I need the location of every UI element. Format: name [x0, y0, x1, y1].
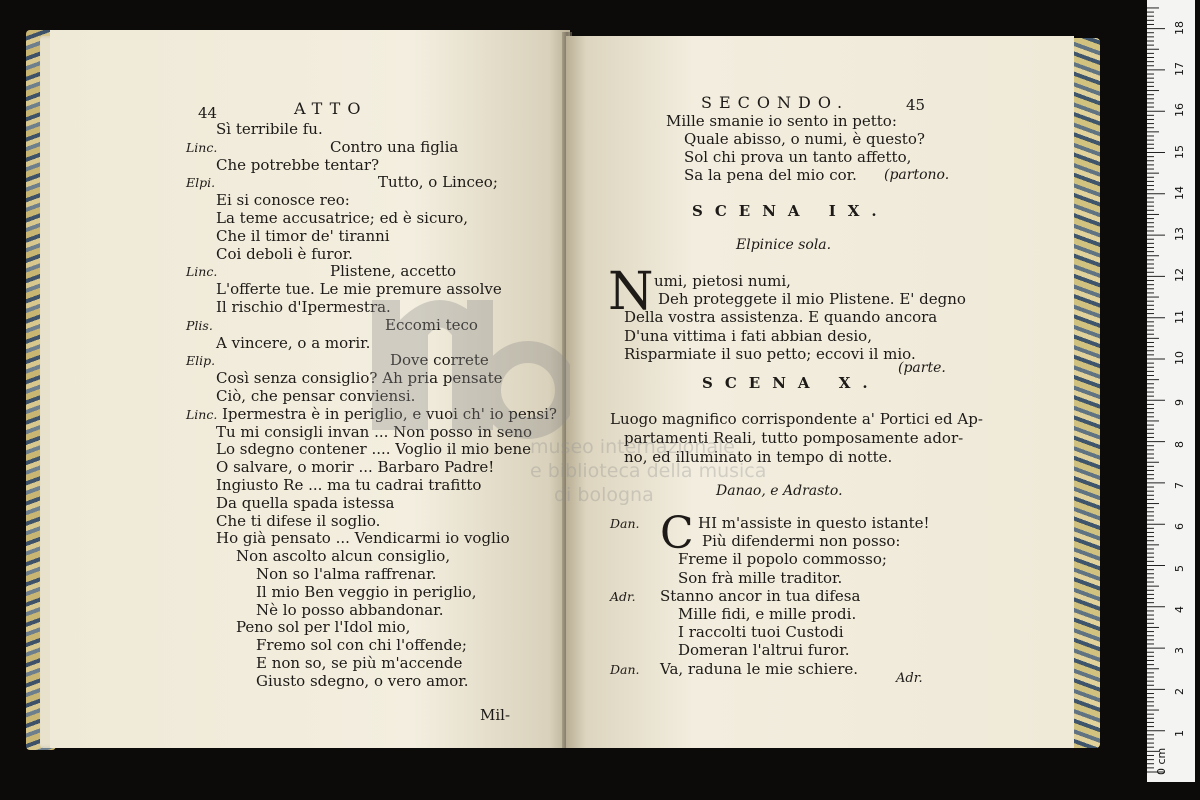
verse-line: Stanno ancor in tua difesa [660, 586, 861, 605]
stage-direction-exit: (partono. [884, 167, 950, 183]
verse-line: Giusto sdegno, o vero amor. [256, 671, 469, 690]
verse-line: Da quella spada istessa [216, 493, 395, 512]
ruler-label: 4 [1173, 605, 1186, 613]
verse-line: Ei si conosce reo: [216, 191, 350, 210]
verse-line: Più difendermi non posso: [702, 532, 901, 551]
ruler-label: 8 [1173, 440, 1186, 448]
verse-line: Della vostra assistenza. E quando ancora [624, 308, 938, 327]
verse-line: Ciò, che pensar conviensi. [216, 387, 416, 405]
running-head: SECONDO. [701, 93, 850, 112]
verse-line: I raccolti tuoi Custodi [678, 623, 844, 642]
catchword: Mil- [480, 706, 511, 724]
ruler-label: 14 [1173, 185, 1186, 200]
verse-line: Domeran l'altrui furor. [678, 641, 850, 660]
verse-line: Che il timor de' tiranni [216, 226, 390, 245]
verse-line: Sa la pena del mio cor. [684, 166, 857, 184]
verse-line: Risparmiate il suo petto; eccovi il mio. [624, 344, 916, 363]
speaker-label: Elip. [186, 353, 216, 369]
ruler-label: 6 [1173, 523, 1186, 531]
verse-line: L'offerte tue. Le mie premure assolve [216, 280, 502, 299]
verse-line: umi, pietosi numi, [654, 272, 791, 290]
ruler-label: 18 [1173, 20, 1186, 35]
verse-line: Non so l'alma raffrenar. [256, 565, 437, 583]
speaker-label: Adr. [610, 588, 636, 604]
verse-line: Così senza consiglio? Ah pria pensate [216, 369, 503, 388]
verse-line: O salvare, o morir ... Barbaro Padre! [216, 458, 495, 477]
verse-line: Son frà mille traditor. [678, 568, 843, 587]
speaker-label: Linc. [186, 139, 218, 155]
verse-line: Plistene, accetto [330, 262, 457, 281]
ruler-label: 10 [1173, 351, 1186, 365]
watermark-line: di bologna [554, 484, 654, 506]
verse-line: Contro una figlia [330, 137, 459, 156]
verse-line: Sol chi prova un tanto affetto, [684, 148, 912, 166]
stage-direction: Danao, e Adrasto. [716, 483, 843, 499]
scene-title: SCENA X. [702, 374, 880, 392]
catchword: Adr. [896, 671, 923, 686]
speaker-label: Linc. [186, 264, 218, 280]
verse-line: Non ascolto alcun consiglio, [236, 547, 451, 566]
verse-line: Lo sdegno contener .... Voglio il mio bene [216, 440, 531, 459]
setting-line: Luogo magnifico corrispondente a' Portici ed Ap- [610, 410, 983, 428]
verse-line: D'una vittima i fati abbian desio, [624, 326, 872, 345]
verse-line: Tu mi consigli invan ... Non posso in seno [216, 422, 533, 441]
verse-line: Che potrebbe tentar? [216, 155, 380, 174]
ruler-label: 11 [1173, 309, 1186, 324]
measurement-ruler [1147, 0, 1195, 782]
ruler-label: 2 [1173, 688, 1186, 696]
ruler-label: 1 [1173, 729, 1186, 737]
verse-line: Eccomi teco [385, 315, 478, 334]
running-head: ATTO [294, 99, 368, 118]
verse-line: Dove correte [390, 351, 489, 370]
stage-direction-exit: (parte. [898, 360, 946, 376]
page-number: 44 [198, 104, 218, 122]
verse-line: A vincere, o a morir. [216, 333, 371, 352]
right-cover-edge [1070, 38, 1100, 748]
verse-line: Sì terribile fu. [216, 120, 323, 138]
ruler-label: 15 [1173, 144, 1186, 159]
drop-cap: N [608, 262, 654, 322]
drop-cap: C [660, 508, 694, 559]
verse-line: Deh proteggete il mio Plistene. E' degno [658, 290, 966, 309]
setting-line: no, ed illuminato in tempo di notte. [624, 448, 893, 466]
verse-line: Ipermestra è in periglio, e vuoi ch' io pensi? [222, 404, 557, 423]
page-number: 45 [906, 96, 926, 114]
verse-line: Ho già pensato ... Vendicarmi io voglio [216, 529, 510, 548]
setting-line: partamenti Reali, tutto pomposamente ador- [624, 429, 964, 447]
ruler-label: 5 [1173, 564, 1186, 572]
verse-line: Il rischio d'Ipermestra. [216, 298, 391, 316]
speaker-label: Dan. [610, 661, 640, 677]
verse-line: Tutto, o Linceo; [378, 173, 498, 192]
verse-line: Quale abisso, o numi, è questo? [684, 130, 925, 148]
verse-line: Che ti difese il soglio. [216, 511, 381, 530]
verse-line: Mille fidi, e mille prodi. [678, 605, 857, 623]
ruler-unit: 0 cm [1155, 747, 1168, 775]
ruler-label: 17 [1173, 61, 1186, 76]
speaker-label: Plis. [186, 317, 213, 333]
watermark-line: museo internazionale [530, 436, 735, 458]
verse-line: E non so, se più m'accende [256, 654, 463, 672]
ruler-label: 12 [1173, 268, 1186, 283]
verse-line: Va, raduna le mie schiere. [660, 659, 859, 678]
verse-line: Coi deboli è furor. [216, 244, 353, 263]
ruler-label: 7 [1173, 481, 1186, 489]
verse-line: Freme il popolo commosso; [678, 550, 887, 569]
ruler-ticks [1147, 0, 1195, 782]
speaker-label: Elpi. [186, 175, 216, 191]
verse-line: Peno sol per l'Idol mio, [236, 618, 411, 637]
verse-line: Mille smanie io sento in petto: [666, 112, 897, 130]
verse-line: Ingiusto Re ... ma tu cadrai trafitto [216, 476, 482, 494]
ruler-label: 13 [1173, 227, 1186, 242]
stage-direction: Elpinice sola. [736, 237, 832, 253]
left-page [50, 30, 570, 748]
verse-line: Fremo sol con chi l'offende; [256, 636, 467, 655]
verse-line: La teme accusatrice; ed è sicuro, [216, 209, 469, 227]
verse-line: HI m'assiste in questo istante! [698, 514, 930, 532]
scene-title: SCENA IX. [692, 202, 889, 220]
ruler-label: 3 [1173, 647, 1186, 655]
verse-line: Nè lo posso abbandonar. [256, 600, 444, 619]
ruler-label: 9 [1173, 399, 1186, 407]
speaker-label: Dan. [610, 516, 640, 531]
right-page [566, 36, 1074, 748]
watermark-line: e biblioteca della musica [530, 460, 767, 482]
verse-line: Il mio Ben veggio in periglio, [256, 582, 477, 601]
speaker-label: Linc. [186, 406, 218, 422]
ruler-label: 16 [1173, 103, 1186, 118]
